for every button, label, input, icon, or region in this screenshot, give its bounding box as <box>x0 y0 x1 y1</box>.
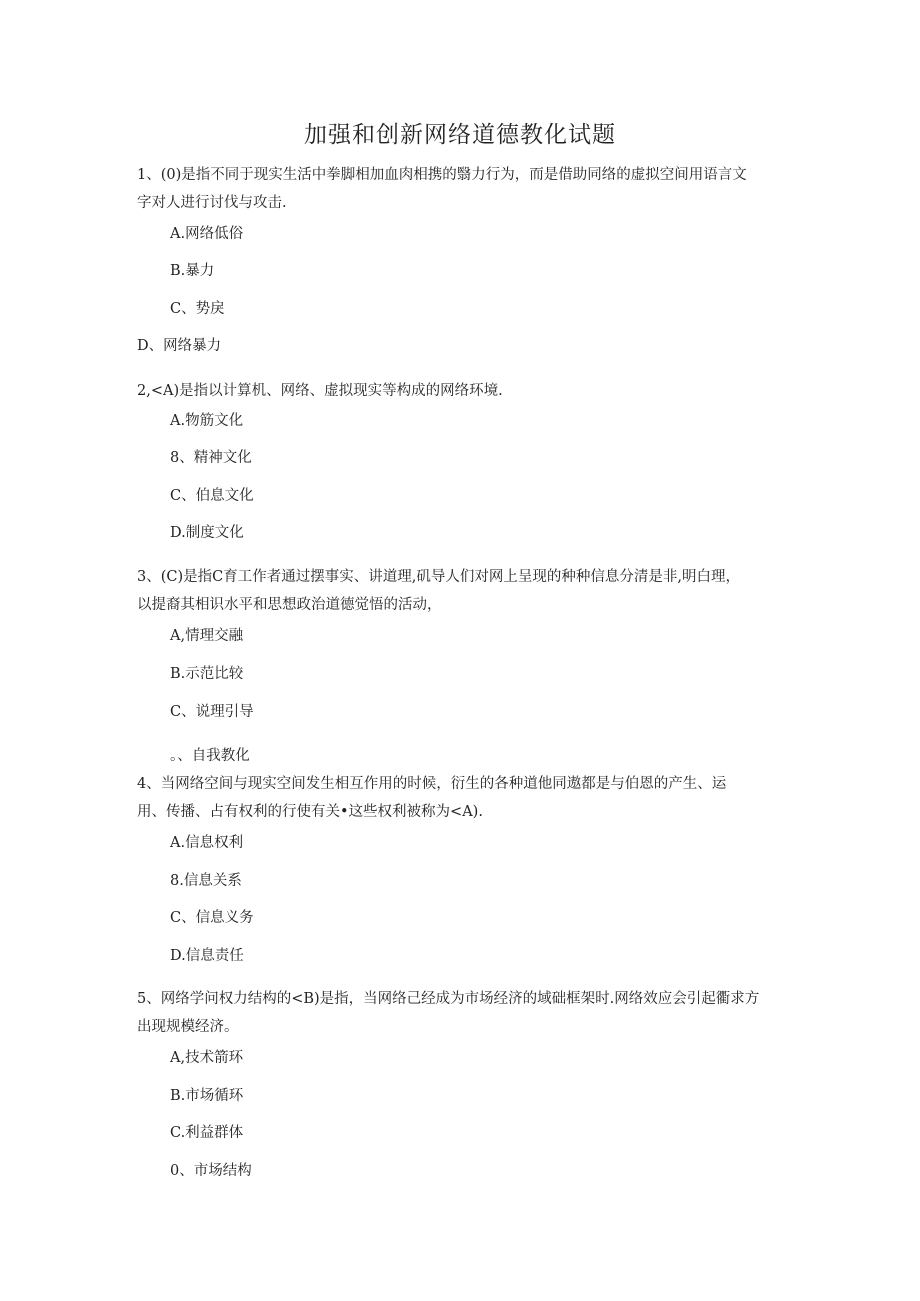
question-5-option-b: B.市场循环 <box>170 1088 244 1104</box>
question-1-option-a: A.网络低俗 <box>170 226 244 242</box>
question-4-line-2: 用、传播、占有权利的行使有关•这些权利被称为<A). <box>137 804 483 820</box>
question-4-line-1: 4、当网络空间与现实空间发生相互作用的时候，衍生的各种道他同遨都是与伯恩的产生、运 <box>137 776 727 792</box>
question-1-option-b: B.暴力 <box>170 263 215 279</box>
question-1-line-1: 1、(0)是指不同于现实生活中拳脚相加血肉相携的翳力行为，而是借助同络的虚拟空间用语言文 <box>137 167 747 183</box>
question-1-line-2: 字对人进行讨伐与攻击. <box>137 195 287 211</box>
question-4-option-a: A.信息权利 <box>170 835 244 851</box>
question-5-line-2: 出现规模经济。 <box>137 1019 239 1035</box>
question-5-line-1: 5、网络学问权力结构的<B)是指，当网络己经成为市场经济的域础框架时.网络效应会引起衢求方 <box>137 991 760 1007</box>
question-3-option-a: A,情理交融 <box>170 628 244 644</box>
question-2-option-d: D.制度文化 <box>170 525 244 541</box>
question-3-line-1: 3、(C)是指C育工作者通过摆事实、讲道理,矶导人们对网上呈现的种种信息分清是非,明白理， <box>137 569 740 585</box>
question-5-option-d: 0、市场结构 <box>170 1163 252 1179</box>
question-1-option-d: D、网络暴力 <box>137 338 222 354</box>
question-3-option-d: 。、自我教化 <box>170 748 250 764</box>
question-3-option-c: C、说理引导 <box>170 704 254 720</box>
question-3-line-2: 以提裔其相识水平和思想政治道德觉悟的活动， <box>137 597 442 613</box>
document-title: 加强和创新网络道德教化试题 <box>304 122 616 148</box>
question-1-option-c: C、势戾 <box>170 301 225 317</box>
question-3-option-b: B.示范比较 <box>170 666 244 682</box>
question-2-option-b: 8、精神文化 <box>170 450 252 466</box>
question-2-option-a: A.物筋文化 <box>170 413 244 429</box>
question-5-option-a: A,技术箭环 <box>170 1050 244 1066</box>
question-2-option-c: C、伯息文化 <box>170 488 254 504</box>
question-4-option-d: D.信息责任 <box>170 948 244 964</box>
question-5-option-c: C.利益群体 <box>170 1125 244 1141</box>
question-4-option-c: C、信息义务 <box>170 910 254 926</box>
question-4-option-b: 8.信息关系 <box>170 873 242 889</box>
question-2-line-1: 2,<A)是指以计算机、网络、虚拟现实等构成的网络环境. <box>137 383 503 399</box>
